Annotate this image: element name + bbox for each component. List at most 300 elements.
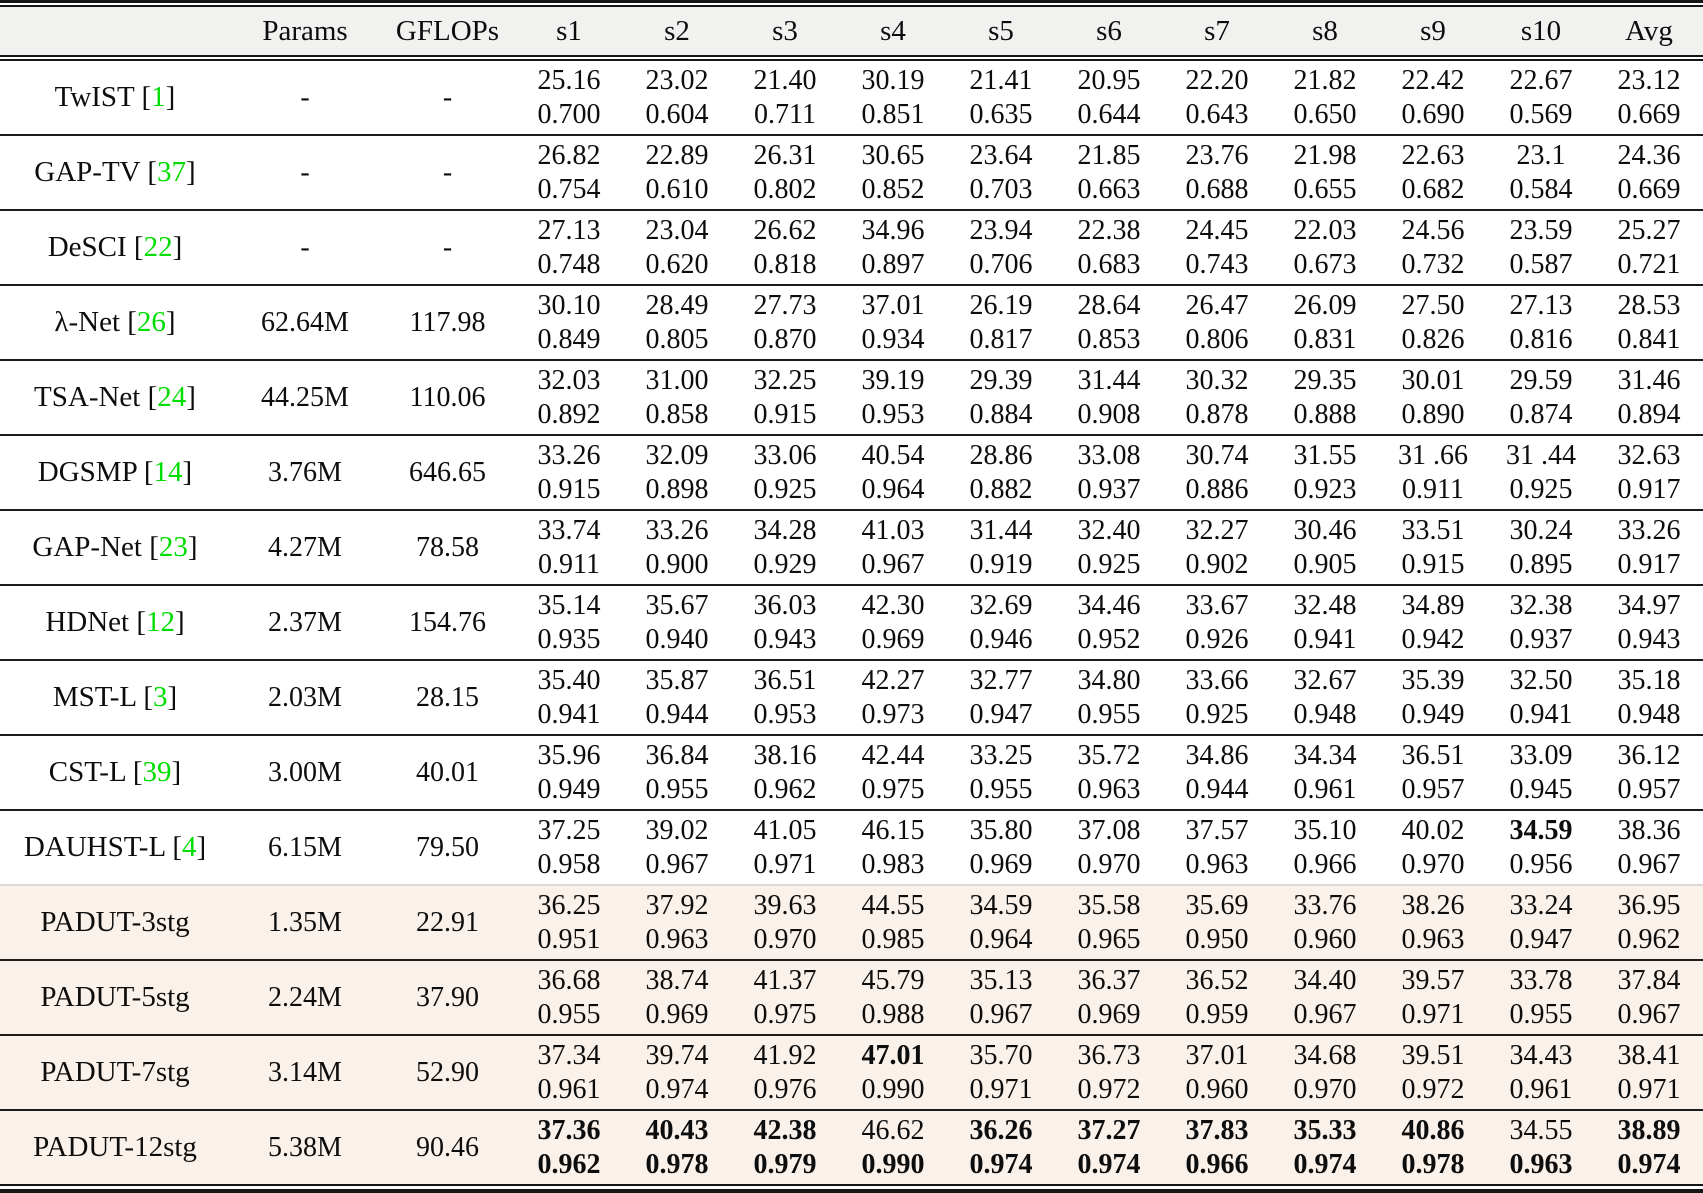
table-body (0, 61, 1703, 1184)
params-value: - (300, 231, 310, 263)
score-cell (839, 586, 947, 659)
score-cell (947, 661, 1055, 734)
score-cell (1379, 211, 1487, 284)
score-cell (1379, 661, 1487, 734)
psnr-value: 33.09 (1509, 739, 1573, 771)
psnr-value: 34.97 (1617, 589, 1681, 621)
score-cell (1163, 1111, 1271, 1184)
score-cell (1163, 61, 1271, 134)
psnr-value: 23.02 (645, 64, 709, 96)
score-cell (1055, 286, 1163, 359)
psnr-value: 22.03 (1293, 214, 1357, 246)
score-cell (731, 886, 839, 959)
score-cell (1595, 811, 1703, 884)
ssim-value: 0.985 (861, 923, 925, 955)
ssim-value: 0.962 (1617, 923, 1681, 955)
gflops-value: 646.65 (409, 456, 486, 488)
gflops-value: 52.90 (416, 1056, 479, 1088)
ssim-value: 0.892 (537, 398, 601, 430)
ssim-value: 0.663 (1077, 173, 1141, 205)
psnr-value: 23.64 (969, 139, 1033, 171)
psnr-value: 31.46 (1617, 364, 1681, 396)
psnr-value: 35.58 (1077, 889, 1141, 921)
ssim-value: 0.971 (1617, 1073, 1681, 1105)
ssim-value: 0.643 (1185, 98, 1249, 130)
psnr-value: 22.42 (1401, 64, 1465, 96)
psnr-value: 38.89 (1617, 1114, 1681, 1146)
score-cell (1163, 361, 1271, 434)
ssim-value: 0.915 (753, 398, 817, 430)
score-cell (947, 1111, 1055, 1184)
gflops-value: 40.01 (416, 756, 479, 788)
score-cell (515, 1111, 623, 1184)
score-cell (1595, 436, 1703, 509)
score-cell (1271, 1036, 1379, 1109)
ssim-value: 0.947 (969, 698, 1033, 730)
ssim-value: 0.884 (969, 398, 1033, 430)
psnr-value: 36.03 (753, 589, 817, 621)
score-cell (623, 211, 731, 284)
score-cell (1487, 1111, 1595, 1184)
gflops-value: 79.50 (416, 831, 479, 863)
params-value: - (300, 156, 310, 188)
score-cell (1271, 586, 1379, 659)
ssim-value: 0.959 (1185, 998, 1249, 1030)
ssim-value: 0.972 (1401, 1073, 1465, 1105)
params-value: 2.03M (268, 681, 342, 713)
citation-link[interactable]: 24 (157, 381, 187, 413)
score-cell (1487, 286, 1595, 359)
ssim-value: 0.655 (1293, 173, 1357, 205)
params-value: 3.76M (268, 456, 342, 488)
ssim-value: 0.917 (1617, 473, 1681, 505)
score-cell (947, 361, 1055, 434)
score-cell (731, 436, 839, 509)
ssim-value: 0.669 (1617, 173, 1681, 205)
score-cell (1163, 961, 1271, 1034)
psnr-value: 33.26 (645, 514, 709, 546)
method-name: MST-L [3] (52, 681, 178, 713)
ssim-value: 0.962 (753, 773, 817, 805)
ssim-value: 0.890 (1401, 398, 1465, 430)
psnr-value: 21.98 (1293, 139, 1357, 171)
score-cell (839, 961, 947, 1034)
psnr-value: 32.09 (645, 439, 709, 471)
ssim-value: 0.926 (1185, 623, 1249, 655)
score-cell (947, 211, 1055, 284)
ssim-value: 0.965 (1077, 923, 1141, 955)
score-cell (1163, 436, 1271, 509)
score-cell (623, 286, 731, 359)
score-cell (1379, 61, 1487, 134)
table-row (0, 509, 1703, 584)
psnr-value: 27.50 (1401, 289, 1465, 321)
score-cell (1163, 511, 1271, 584)
score-cell (515, 961, 623, 1034)
score-cell (1163, 811, 1271, 884)
score-cell (947, 886, 1055, 959)
score-cell (947, 286, 1055, 359)
score-cell (839, 286, 947, 359)
params-value: 62.64M (261, 306, 349, 338)
score-cell (1487, 211, 1595, 284)
ssim-value: 0.943 (753, 623, 817, 655)
ssim-value: 0.898 (645, 473, 709, 505)
ssim-value: 0.960 (1185, 1073, 1249, 1105)
psnr-value: 40.54 (861, 439, 925, 471)
score-cell (1595, 361, 1703, 434)
psnr-value: 30.46 (1293, 514, 1357, 546)
table-header (0, 7, 1703, 55)
params-value: 1.35M (268, 906, 342, 938)
ssim-value: 0.972 (1077, 1073, 1141, 1105)
ssim-value: 0.934 (861, 323, 925, 355)
ssim-value: 0.818 (753, 248, 817, 280)
psnr-value: 33.24 (1509, 889, 1573, 921)
score-cell (731, 1111, 839, 1184)
psnr-value: 34.55 (1509, 1114, 1573, 1146)
ssim-value: 0.955 (645, 773, 709, 805)
psnr-value: 34.34 (1293, 739, 1357, 771)
score-cell (1163, 586, 1271, 659)
psnr-value: 35.80 (969, 814, 1033, 846)
psnr-value: 34.43 (1509, 1039, 1573, 1071)
ssim-value: 0.990 (861, 1073, 925, 1105)
score-cell (839, 136, 947, 209)
psnr-value: 40.02 (1401, 814, 1465, 846)
score-cell (839, 886, 947, 959)
ssim-value: 0.978 (1401, 1148, 1465, 1180)
score-cell (623, 136, 731, 209)
score-cell (839, 436, 947, 509)
ssim-value: 0.970 (753, 923, 817, 955)
ssim-value: 0.911 (1402, 473, 1464, 505)
score-cell (1595, 1111, 1703, 1184)
psnr-value: 42.27 (861, 664, 925, 696)
ssim-value: 0.894 (1617, 398, 1681, 430)
score-cell (731, 286, 839, 359)
psnr-value: 39.51 (1401, 1039, 1465, 1071)
score-cell (1055, 736, 1163, 809)
score-cell (515, 736, 623, 809)
ssim-value: 0.974 (1617, 1148, 1681, 1180)
score-cell (1487, 136, 1595, 209)
method-name: GAP-TV [37] (34, 156, 196, 188)
psnr-value: 34.80 (1077, 664, 1141, 696)
psnr-value: 33.78 (1509, 964, 1573, 996)
psnr-value: 46.62 (861, 1114, 925, 1146)
table-row (0, 1034, 1703, 1109)
score-cell (1055, 511, 1163, 584)
psnr-value: 32.50 (1509, 664, 1573, 696)
table-row (0, 359, 1703, 434)
params-value: 2.37M (268, 606, 342, 638)
psnr-value: 39.63 (753, 889, 817, 921)
score-cell (1379, 436, 1487, 509)
psnr-value: 25.16 (537, 64, 601, 96)
citation-link[interactable]: 39 (142, 756, 172, 788)
score-cell (839, 61, 947, 134)
ssim-value: 0.963 (1509, 1148, 1573, 1180)
score-cell (515, 211, 623, 284)
score-cell (1379, 136, 1487, 209)
psnr-value: 21.40 (753, 64, 817, 96)
psnr-value: 22.20 (1185, 64, 1249, 96)
method-name: DeSCI [22] (47, 231, 183, 263)
ssim-value: 0.955 (1077, 698, 1141, 730)
ssim-value: 0.682 (1401, 173, 1465, 205)
params-value: 4.27M (268, 531, 342, 563)
ssim-value: 0.944 (1185, 773, 1249, 805)
score-cell (1595, 661, 1703, 734)
citation-link[interactable]: 26 (136, 306, 166, 338)
score-cell (515, 511, 623, 584)
score-cell (1379, 736, 1487, 809)
ssim-value: 0.970 (1077, 848, 1141, 880)
psnr-value: 37.34 (537, 1039, 601, 1071)
score-cell (1271, 1111, 1379, 1184)
psnr-value: 32.48 (1293, 589, 1357, 621)
score-cell (1379, 961, 1487, 1034)
column-header-s10: s10 (1520, 14, 1562, 47)
ssim-value: 0.974 (969, 1148, 1033, 1180)
ssim-value: 0.967 (1293, 998, 1357, 1030)
psnr-value: 26.09 (1293, 289, 1357, 321)
ssim-value: 0.964 (969, 923, 1033, 955)
ssim-value: 0.858 (645, 398, 709, 430)
ssim-value: 0.584 (1509, 173, 1573, 205)
score-cell (1055, 361, 1163, 434)
psnr-value: 36.73 (1077, 1039, 1141, 1071)
citation-link[interactable]: 4 (182, 831, 197, 863)
ssim-value: 0.967 (1617, 848, 1681, 880)
table-row (0, 134, 1703, 209)
score-cell (1379, 886, 1487, 959)
ssim-value: 0.849 (537, 323, 601, 355)
ssim-value: 0.970 (1401, 848, 1465, 880)
psnr-value: 38.16 (753, 739, 817, 771)
score-cell (731, 811, 839, 884)
score-cell (1595, 586, 1703, 659)
params-value: - (300, 81, 310, 113)
citation-link[interactable]: 14 (153, 456, 183, 488)
psnr-value: 42.30 (861, 589, 925, 621)
psnr-value: 28.86 (969, 439, 1033, 471)
psnr-value: 29.59 (1509, 364, 1573, 396)
psnr-value: 30.65 (861, 139, 925, 171)
psnr-value: 41.03 (861, 514, 925, 546)
method-name: TSA-Net [24] (34, 381, 196, 413)
ssim-value: 0.706 (969, 248, 1033, 280)
psnr-value: 35.10 (1293, 814, 1357, 846)
method-name: DGSMP [14] (37, 456, 193, 488)
column-header-Avg: Avg (1625, 14, 1673, 47)
column-header-s9: s9 (1420, 14, 1446, 47)
method-name: GAP-Net [23] (32, 531, 198, 563)
psnr-value: 32.67 (1293, 664, 1357, 696)
ssim-value: 0.952 (1077, 623, 1141, 655)
ssim-value: 0.895 (1509, 548, 1573, 580)
ssim-value: 0.988 (861, 998, 925, 1030)
ssim-value: 0.650 (1293, 98, 1357, 130)
ssim-value: 0.915 (1401, 548, 1465, 580)
score-cell (1163, 286, 1271, 359)
psnr-value: 33.67 (1185, 589, 1249, 621)
psnr-value: 37.08 (1077, 814, 1141, 846)
score-cell (1595, 1036, 1703, 1109)
psnr-value: 28.64 (1077, 289, 1141, 321)
psnr-value: 37.57 (1185, 814, 1249, 846)
method-name: CST-L [39] (48, 756, 182, 788)
ssim-value: 0.957 (1401, 773, 1465, 805)
score-cell (947, 136, 1055, 209)
psnr-value: 42.38 (753, 1114, 817, 1146)
column-header-s7: s7 (1204, 14, 1230, 47)
citation-link[interactable]: 3 (153, 681, 168, 713)
psnr-value: 32.25 (753, 364, 817, 396)
ssim-value: 0.975 (861, 773, 925, 805)
psnr-value: 35.69 (1185, 889, 1249, 921)
psnr-value: 39.02 (645, 814, 709, 846)
gflops-value: - (442, 81, 453, 113)
ssim-value: 0.852 (861, 173, 925, 205)
psnr-value: 36.52 (1185, 964, 1249, 996)
psnr-value: 24.45 (1185, 214, 1249, 246)
score-cell (1163, 661, 1271, 734)
ssim-value: 0.958 (537, 848, 601, 880)
psnr-value: 32.03 (537, 364, 601, 396)
psnr-value: 30.10 (537, 289, 601, 321)
score-cell (1379, 361, 1487, 434)
psnr-value: 33.26 (537, 439, 601, 471)
psnr-value: 39.19 (861, 364, 925, 396)
psnr-value: 41.37 (753, 964, 817, 996)
score-cell (1595, 211, 1703, 284)
ssim-value: 0.882 (969, 473, 1033, 505)
table-row (0, 284, 1703, 359)
score-cell (1055, 211, 1163, 284)
psnr-value: 34.28 (753, 514, 817, 546)
score-cell (1595, 286, 1703, 359)
ssim-value: 0.635 (969, 98, 1033, 130)
psnr-value: 33.74 (537, 514, 601, 546)
psnr-value: 35.40 (537, 664, 601, 696)
ssim-value: 0.806 (1185, 323, 1249, 355)
psnr-value: 21.85 (1077, 139, 1141, 171)
score-cell (1379, 286, 1487, 359)
method-name: PADUT-7stg (40, 1056, 190, 1088)
ssim-value: 0.974 (645, 1073, 709, 1105)
ssim-value: 0.853 (1077, 323, 1141, 355)
score-cell (1487, 736, 1595, 809)
ssim-value: 0.816 (1509, 323, 1573, 355)
ssim-value: 0.955 (1509, 998, 1573, 1030)
score-cell (623, 661, 731, 734)
psnr-value: 26.31 (753, 139, 817, 171)
psnr-value: 35.18 (1617, 664, 1681, 696)
psnr-value: 37.25 (537, 814, 601, 846)
psnr-value: 23.94 (969, 214, 1033, 246)
score-cell (1379, 1036, 1487, 1109)
psnr-value: 35.67 (645, 589, 709, 621)
score-cell (1055, 661, 1163, 734)
score-cell (623, 811, 731, 884)
ssim-value: 0.962 (537, 1148, 601, 1180)
citation-link[interactable]: 12 (146, 606, 175, 638)
score-cell (947, 511, 1055, 584)
score-cell (1487, 361, 1595, 434)
ssim-value: 0.975 (753, 998, 817, 1030)
ssim-value: 0.917 (1617, 548, 1681, 580)
psnr-value: 36.26 (969, 1114, 1033, 1146)
method-name: PADUT-3stg (40, 906, 190, 938)
ssim-value: 0.886 (1185, 473, 1249, 505)
psnr-value: 47.01 (861, 1039, 925, 1071)
column-header-s8: s8 (1312, 14, 1338, 47)
ssim-value: 0.905 (1293, 548, 1357, 580)
psnr-value: 30.19 (861, 64, 925, 96)
table-row (0, 584, 1703, 659)
score-cell (839, 361, 947, 434)
psnr-value: 27.73 (753, 289, 817, 321)
score-cell (839, 511, 947, 584)
score-cell (731, 661, 839, 734)
score-cell (623, 511, 731, 584)
score-cell (1271, 736, 1379, 809)
psnr-value: 37.84 (1617, 964, 1681, 996)
ssim-value: 0.950 (1185, 923, 1249, 955)
score-cell (1271, 511, 1379, 584)
params-value: 2.24M (268, 981, 342, 1013)
ssim-value: 0.748 (537, 248, 601, 280)
ssim-value: 0.923 (1293, 473, 1357, 505)
ssim-value: 0.604 (645, 98, 709, 130)
psnr-value: 24.56 (1401, 214, 1465, 246)
psnr-value: 35.96 (537, 739, 601, 771)
psnr-value: 30.32 (1185, 364, 1249, 396)
ssim-value: 0.967 (969, 998, 1033, 1030)
psnr-value: 40.86 (1401, 1114, 1465, 1146)
ssim-value: 0.953 (861, 398, 925, 430)
score-cell (1055, 1111, 1163, 1184)
citation-link[interactable]: 22 (143, 231, 173, 263)
ssim-value: 0.754 (537, 173, 601, 205)
ssim-value: 0.743 (1185, 248, 1249, 280)
score-cell (947, 811, 1055, 884)
psnr-value: 33.08 (1077, 439, 1141, 471)
score-cell (839, 211, 947, 284)
psnr-value: 33.06 (753, 439, 817, 471)
psnr-value: 26.47 (1185, 289, 1249, 321)
score-cell (1163, 736, 1271, 809)
citation-link[interactable]: 37 (157, 156, 187, 188)
score-cell (731, 511, 839, 584)
score-cell (1487, 886, 1595, 959)
citation-link[interactable]: 1 (151, 81, 166, 113)
psnr-value: 35.13 (969, 964, 1033, 996)
psnr-value: 34.59 (969, 889, 1033, 921)
citation-link[interactable]: 23 (158, 531, 188, 563)
ssim-value: 0.967 (1617, 998, 1681, 1030)
psnr-value: 36.37 (1077, 964, 1141, 996)
psnr-value: 35.14 (537, 589, 601, 621)
ssim-value: 0.947 (1509, 923, 1573, 955)
psnr-value: 45.79 (861, 964, 925, 996)
psnr-value: 33.66 (1185, 664, 1249, 696)
ssim-value: 0.964 (861, 473, 925, 505)
psnr-value: 38.41 (1617, 1039, 1681, 1071)
psnr-value: 37.36 (537, 1114, 601, 1146)
